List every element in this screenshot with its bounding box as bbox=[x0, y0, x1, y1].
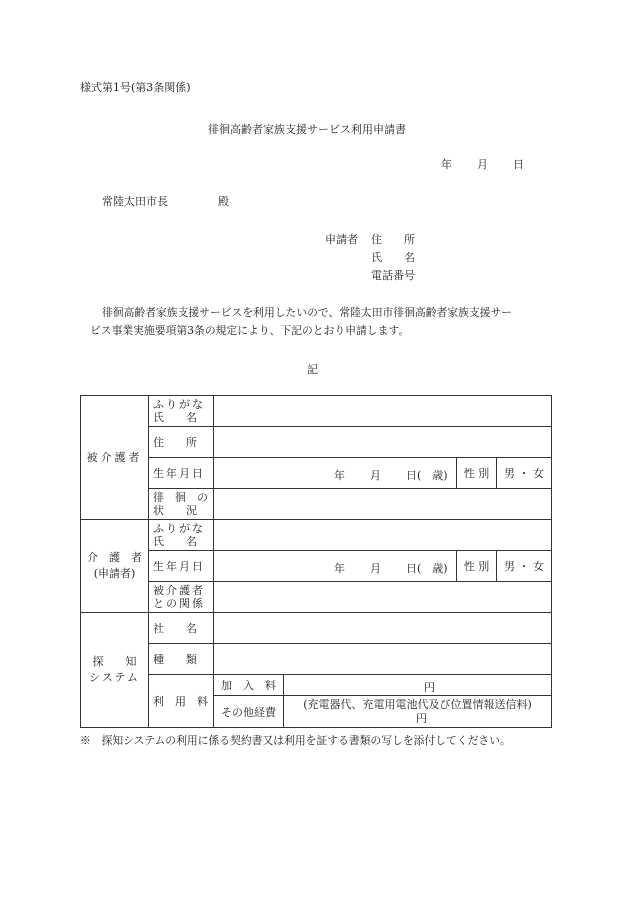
caregiver-birth-year: 年 bbox=[334, 562, 345, 575]
caregiver-relation-input[interactable] bbox=[214, 582, 552, 613]
care-recipient-birthdate-input[interactable] bbox=[214, 458, 457, 489]
care-recipient-wander-label-2: 状 況 bbox=[153, 504, 197, 517]
care-recipient-furigana-label: ふりがな bbox=[153, 398, 205, 411]
system-join-fee-label: 加 入 料 bbox=[214, 675, 284, 696]
honorific: 殿 bbox=[218, 195, 229, 208]
system-other-input[interactable] bbox=[284, 696, 552, 728]
applicant-phone-label: 電話番号 bbox=[371, 269, 415, 282]
caregiver-section bbox=[81, 520, 149, 613]
care-recipient-wander-label-1: 徘 徊 の bbox=[153, 491, 208, 504]
date-year: 年 bbox=[441, 158, 452, 171]
system-type-input[interactable] bbox=[214, 644, 552, 675]
care-recipient-address-input[interactable] bbox=[214, 427, 552, 458]
caregiver-sex-label: 性 別 bbox=[457, 551, 497, 582]
caregiver-section-label-2: (申請者) bbox=[93, 567, 136, 580]
system-section-label-1: 探 知 bbox=[92, 655, 137, 668]
care-recipient-name-label: 氏 名 bbox=[153, 411, 197, 424]
application-table bbox=[80, 395, 552, 728]
caregiver-birth-day-age: 日( 歳) bbox=[406, 562, 448, 575]
footnote: ※ 探知システムの利用に係る契約書又は利用を証する書類の写しを添付してください。 bbox=[80, 734, 511, 747]
care-recipient-birth-day-age: 日( 歳) bbox=[406, 469, 448, 482]
care-recipient-sex-label: 性 別 bbox=[457, 458, 497, 489]
caregiver-relation-label-2: との関係 bbox=[153, 597, 205, 610]
care-recipient-section-label: 被介護者 bbox=[86, 450, 143, 464]
system-other-note: (充電器代、充電用電池代及び位置情報送信料) bbox=[303, 697, 532, 711]
care-recipient-birth-month: 月 bbox=[370, 469, 381, 482]
caregiver-furigana-label: ふりがな bbox=[153, 522, 205, 535]
form-number: 様式第1号(第3条関係) bbox=[80, 81, 191, 94]
system-type-label: 種 類 bbox=[149, 644, 214, 675]
care-recipient-name-label-cell bbox=[149, 396, 214, 427]
system-company-input[interactable] bbox=[214, 613, 552, 644]
caregiver-name-input[interactable] bbox=[214, 520, 552, 551]
caregiver-birth-month: 月 bbox=[370, 562, 381, 575]
caregiver-relation-label-1: 被介護者 bbox=[153, 584, 205, 597]
caregiver-relation-label-cell bbox=[149, 582, 214, 613]
care-recipient-wander-label-cell bbox=[149, 489, 214, 520]
care-recipient-birthdate-label: 生年月日 bbox=[149, 458, 214, 489]
care-recipient-wander-input[interactable] bbox=[214, 489, 552, 520]
date-month: 月 bbox=[477, 158, 488, 171]
system-company-label: 社 名 bbox=[149, 613, 214, 644]
applicant-name-label: 氏 名 bbox=[371, 251, 415, 264]
system-join-fee-yen: 円 bbox=[424, 681, 435, 694]
caregiver-birthdate-label: 生年月日 bbox=[149, 551, 214, 582]
addressee: 常陸太田市長 bbox=[102, 195, 168, 208]
caregiver-section-label-1: 介 護 者 bbox=[87, 551, 142, 564]
applicant-label: 申請者 bbox=[325, 233, 358, 246]
care-recipient-section bbox=[81, 396, 149, 520]
caregiver-name-label-cell bbox=[149, 520, 214, 551]
document-title: 徘徊高齢者家族支援サービス利用申請書 bbox=[208, 123, 406, 136]
care-recipient-name-input[interactable] bbox=[214, 396, 552, 427]
care-recipient-sex-value[interactable]: 男 ・ 女 bbox=[497, 458, 552, 489]
caregiver-name-label: 氏 名 bbox=[153, 535, 197, 548]
body-text-line1: 徘徊高齢者家族支援サービスを利用したいので、常陸太田市徘徊高齢者家族支援サー bbox=[102, 306, 513, 319]
ki-label: 記 bbox=[307, 363, 318, 376]
system-other-label: その他経費 bbox=[214, 696, 284, 728]
caregiver-birthdate-input[interactable] bbox=[214, 551, 457, 582]
body-text-line2: ビス事業実施要項第3条の規定により、下記のとおり申請します。 bbox=[90, 324, 410, 337]
care-recipient-address-label: 住 所 bbox=[149, 427, 214, 458]
caregiver-sex-value[interactable]: 男 ・ 女 bbox=[497, 551, 552, 582]
care-recipient-birth-year: 年 bbox=[334, 469, 345, 482]
applicant-address-label: 住 所 bbox=[371, 233, 415, 246]
system-fee-label: 利 用 料 bbox=[149, 675, 214, 728]
date-day: 日 bbox=[513, 158, 524, 171]
system-other-yen: 円 bbox=[416, 711, 427, 725]
system-join-fee-input[interactable] bbox=[284, 675, 552, 696]
system-section bbox=[81, 613, 149, 728]
system-section-label-2: システム bbox=[89, 671, 140, 684]
